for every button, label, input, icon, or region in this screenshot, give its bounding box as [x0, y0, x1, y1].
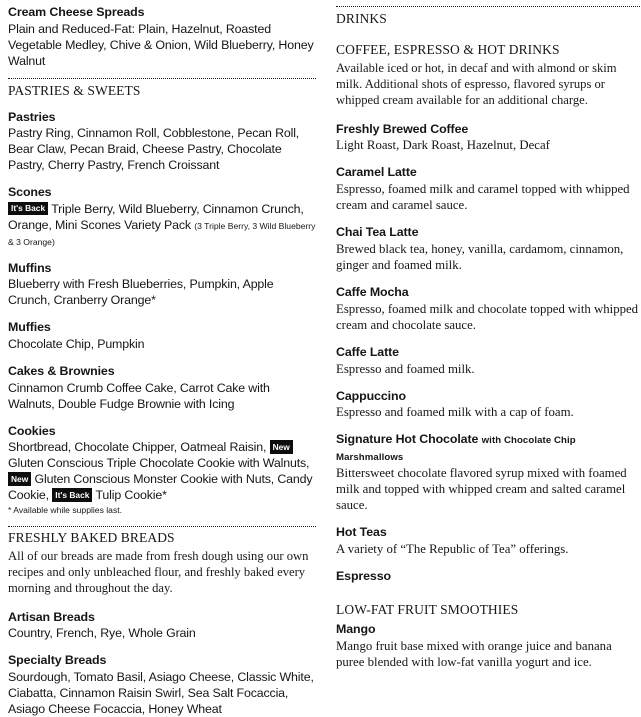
section-heading-freshly-baked-breads: FRESHLY BAKED BREADS — [8, 529, 175, 545]
item-description: Chocolate Chip, Pumpkin — [8, 337, 145, 351]
item-name: Caffe Mocha — [336, 285, 409, 300]
item-name: Freshly Brewed Coffee — [336, 121, 469, 136]
new-badge: New — [270, 440, 293, 453]
right-column — [332, 4, 640, 700]
item-description: Espresso and foamed milk with a cap of foam. — [336, 405, 574, 420]
item-description: Light Roast, Dark Roast, Hazelnut, Decaf — [336, 138, 550, 153]
item-name: Mango — [336, 621, 376, 636]
item-description: Country, French, Rye, Whole Grain — [8, 626, 196, 641]
section-heading-coffee-espresso-hot-drinks: COFFEE, ESPRESSO & HOT DRINKS — [336, 41, 560, 57]
menu-item-specialty-breads — [8, 652, 316, 717]
item-name: Scones — [8, 185, 52, 200]
menu-item-cakes-brownies — [8, 363, 316, 412]
section-divider — [8, 78, 316, 79]
section-divider — [336, 6, 640, 7]
menu-item-pastries — [8, 109, 316, 174]
menu-item-mango — [336, 621, 640, 670]
hot-chocolate-subtitle: with Chocolate Chip Marshmallows — [336, 435, 576, 463]
item-description: Blueberry with Fresh Blueberries, Pumpkin, Apple Crunch, Cranberry Orange* — [8, 277, 274, 308]
menu-item-cappuccino — [336, 388, 640, 421]
item-description: Mango fruit base mixed with orange juice and banana puree blended with low-fat vanilla yogurt and ice. — [336, 638, 612, 669]
item-description: Sourdough, Tomato Basil, Asiago Cheese, Classic White, Ciabatta, Cinnamon Raisin Swirl, Sea Salt Focaccia, Asiago Cheese Focaccia, Honey Wheat — [8, 669, 314, 716]
item-description: A variety of “The Republic of Tea” offerings. — [336, 541, 569, 556]
cookies-part-4: Tulip Cookie* — [95, 488, 167, 503]
spacer — [8, 597, 316, 609]
menu-item-muffies — [8, 319, 316, 352]
left-column — [8, 4, 316, 716]
scones-list: Triple Berry, Wild Blueberry, Cinnamon Crunch, Orange, Mini Scones Variety Pack — [8, 201, 304, 232]
item-name: Cream Cheese Spreads — [8, 5, 145, 19]
item-description: Espresso and foamed milk. — [336, 361, 475, 376]
item-name: Pastries — [8, 109, 56, 124]
item-description: Espresso, foamed milk and caramel topped with whipped cream and caramel sauce. — [336, 182, 630, 213]
hot-chocolate-title: Signature Hot Chocolate — [336, 432, 479, 447]
menu-item-muffins — [8, 260, 316, 309]
section-heading-low-fat-fruit-smoothies: LOW-FAT FRUIT SMOOTHIES — [336, 602, 519, 618]
menu-item-freshly-brewed-coffee — [336, 121, 640, 154]
coffee-note: Available iced or hot, in decaf and with almond or skim milk. Additional shots of espresso, flavored syrups or whipped cream available for an additional charge. — [336, 60, 617, 107]
item-name: Specialty Breads — [8, 653, 107, 668]
item-name: Cakes & Brownies — [8, 364, 115, 378]
cookies-part-3: Gluten Conscious Monster Cookie with Nuts, Candy Cookie, — [8, 472, 313, 503]
item-name: Cookies — [8, 423, 56, 438]
new-badge: New — [8, 472, 31, 485]
spacer — [336, 30, 640, 42]
menu-item-espresso — [336, 568, 640, 584]
item-name: Cappuccino — [336, 388, 406, 403]
breads-note: All of our breads are made from fresh dough using our own recipes and only unbleached flour, and freshly baked every morning and throughout the day. — [8, 548, 309, 595]
spacer — [8, 102, 316, 109]
cookies-part-1: Shortbread, Chocolate Chipper, Oatmeal Raisin, — [8, 440, 267, 455]
item-name: Hot Teas — [336, 525, 387, 540]
menu-item-artisan-breads — [8, 609, 316, 642]
item-name: Muffins — [8, 260, 52, 275]
item-name: Espresso — [336, 568, 391, 583]
spacer — [336, 109, 640, 121]
cookies-footnote: * Available while supplies last. — [8, 505, 123, 516]
menu-item-hot-teas — [336, 524, 640, 557]
item-name: Caramel Latte — [336, 165, 417, 180]
item-name: Artisan Breads — [8, 609, 95, 624]
menu-item-cream-cheese-spreads — [8, 4, 316, 69]
its-back-badge: It's Back — [52, 488, 92, 501]
menu-item-cookies — [8, 423, 316, 517]
item-name — [336, 431, 640, 464]
menu-item-caffe-mocha — [336, 284, 640, 333]
item-description: Bittersweet chocolate flavored syrup mixed with foamed milk and topped with whipped cream and salted caramel sauce. — [336, 465, 627, 513]
item-name: Caffe Latte — [336, 344, 399, 359]
item-description: Plain and Reduced-Fat: Plain, Hazelnut, Roasted Vegetable Medley, Chive & Onion, Wild Blueberry, Honey Walnut — [8, 21, 314, 68]
item-description — [8, 201, 316, 249]
section-heading-drinks: DRINKS — [336, 11, 387, 26]
its-back-badge: It's Back — [8, 202, 48, 215]
menu-item-caramel-latte — [336, 164, 640, 213]
cookies-part-2: Gluten Conscious Triple Chocolate Cookie with Walnuts, — [8, 456, 310, 471]
spacer — [336, 595, 640, 602]
item-name: Muffies — [8, 320, 51, 335]
item-description: Cinnamon Crumb Coffee Cake, Carrot Cake with Walnuts, Double Fudge Brownie with Icing — [8, 380, 270, 411]
section-divider — [8, 526, 316, 527]
item-description: Brewed black tea, honey, vanilla, cardamom, cinnamon, ginger and foamed milk. — [336, 241, 624, 273]
menu-item-scones — [8, 184, 316, 249]
menu-item-signature-hot-chocolate — [336, 431, 640, 513]
section-heading-pastries-sweets: PASTRIES & SWEETS — [8, 82, 141, 98]
item-description: Espresso, foamed milk and chocolate topped with whipped cream and chocolate sauce. — [336, 301, 639, 332]
item-description — [8, 439, 316, 503]
item-description: Pastry Ring, Cinnamon Roll, Cobblestone, Pecan Roll, Bear Claw, Pecan Braid, Cheese Pastry, Chocolate Pastry, Cherry Pastry, French Croissant — [8, 126, 300, 173]
menu-item-chai-tea-latte — [336, 224, 640, 273]
menu-item-caffe-latte — [336, 344, 640, 377]
scones-variety-detail: (3 Triple Berry, 3 Wild Blueberry & 3 Orange) — [8, 220, 316, 247]
item-name: Chai Tea Latte — [336, 225, 419, 240]
